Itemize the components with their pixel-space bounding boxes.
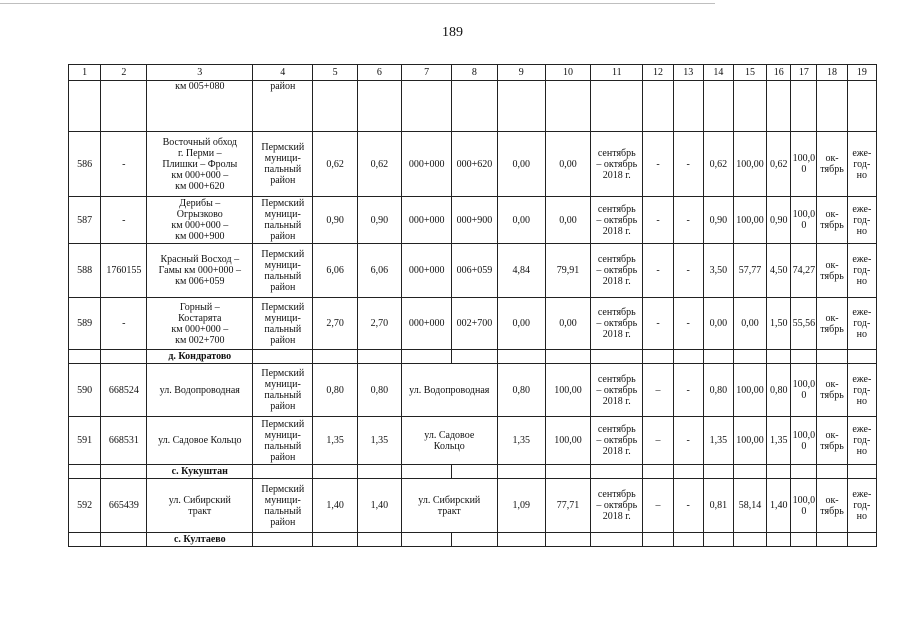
cell-c1: 587 bbox=[69, 197, 101, 244]
cell-c11: сентябрь – октябрь 2018 г. bbox=[591, 479, 643, 533]
cell-c18: 18 bbox=[817, 65, 847, 81]
cell-c8 bbox=[452, 350, 497, 364]
cell-c7: 000+000 bbox=[402, 132, 452, 197]
cell-c16: 0,90 bbox=[767, 197, 791, 244]
cell-c18: ок- тябрь bbox=[817, 298, 847, 350]
cell-c14 bbox=[703, 533, 733, 547]
cell-c1: 586 bbox=[69, 132, 101, 197]
cell-c15 bbox=[733, 81, 766, 132]
cell-c9: 0,00 bbox=[497, 298, 545, 350]
cell-c3: ул. Садовое Кольцо bbox=[147, 417, 253, 465]
cell-c12 bbox=[643, 533, 673, 547]
table-row bbox=[69, 197, 877, 244]
cell-c3: с. Култаево bbox=[147, 533, 253, 547]
cell-c17: 100,0 0 bbox=[791, 197, 817, 244]
table-row bbox=[69, 81, 877, 132]
top-rule bbox=[0, 3, 715, 4]
cell-c12: – bbox=[643, 417, 673, 465]
cell-c16 bbox=[767, 465, 791, 479]
cell-c8: 000+620 bbox=[452, 132, 497, 197]
cell-c3: 3 bbox=[147, 65, 253, 81]
cell-c17: 100,0 0 bbox=[791, 417, 817, 465]
cell-c10: 0,00 bbox=[545, 298, 590, 350]
cell-c13: - bbox=[673, 197, 703, 244]
cell-c5: 0,80 bbox=[313, 364, 357, 417]
cell-c11: сентябрь – октябрь 2018 г. bbox=[591, 298, 643, 350]
cell-c5: 5 bbox=[313, 65, 357, 81]
cell-c16 bbox=[767, 533, 791, 547]
cell-c4: район bbox=[253, 81, 313, 132]
cell-c17: 74,27 bbox=[791, 244, 817, 298]
cell-c14 bbox=[703, 465, 733, 479]
cell-c18: ок- тябрь bbox=[817, 132, 847, 197]
cell-c5: 1,40 bbox=[313, 479, 357, 533]
cell-c15: 57,77 bbox=[733, 244, 766, 298]
cell-c18: ок- тябрь bbox=[817, 417, 847, 465]
cell-c4: Пермский муници- пальный район bbox=[253, 132, 313, 197]
cell-c9 bbox=[497, 350, 545, 364]
cell-c11: сентябрь – октябрь 2018 г. bbox=[591, 197, 643, 244]
cell-c6: 0,90 bbox=[357, 197, 401, 244]
table-row bbox=[69, 244, 877, 298]
cell-c5: 2,70 bbox=[313, 298, 357, 350]
cell-c15: 15 bbox=[733, 65, 766, 81]
cell-c11: сентябрь – октябрь 2018 г. bbox=[591, 132, 643, 197]
cell-c12 bbox=[643, 350, 673, 364]
cell-c2: 668531 bbox=[101, 417, 147, 465]
cell-c5 bbox=[313, 533, 357, 547]
cell-c15: 100,00 bbox=[733, 417, 766, 465]
cell-c4: Пермский муници- пальный район bbox=[253, 244, 313, 298]
cell-c7 bbox=[402, 533, 452, 547]
cell-c13: - bbox=[673, 132, 703, 197]
cell-c5: 0,90 bbox=[313, 197, 357, 244]
section-row bbox=[69, 533, 877, 547]
cell-c8: 000+900 bbox=[452, 197, 497, 244]
cell-c15 bbox=[733, 465, 766, 479]
cell-c5 bbox=[313, 465, 357, 479]
road-table bbox=[68, 64, 877, 547]
cell-c13: - bbox=[673, 244, 703, 298]
cell-c9: 9 bbox=[497, 65, 545, 81]
cell-c1 bbox=[69, 350, 101, 364]
cell-c16: 1,35 bbox=[767, 417, 791, 465]
cell-c8 bbox=[452, 465, 497, 479]
cell-c11 bbox=[591, 350, 643, 364]
cell-c3: Дерибы – Огрызково км 000+000 – км 000+900 bbox=[147, 197, 253, 244]
cell-c7 bbox=[402, 465, 452, 479]
cell-c2: 668524 bbox=[101, 364, 147, 417]
cell-c16: 0,62 bbox=[767, 132, 791, 197]
cell-c9: 0,00 bbox=[497, 132, 545, 197]
cell-c17: 55,56 bbox=[791, 298, 817, 350]
cell-c7 bbox=[402, 350, 452, 364]
cell-c13 bbox=[673, 533, 703, 547]
cell-c17 bbox=[791, 81, 817, 132]
cell-c13 bbox=[673, 350, 703, 364]
cell-c8: 006+059 bbox=[452, 244, 497, 298]
cell-c3: с. Кукуштан bbox=[147, 465, 253, 479]
cell-c11: сентябрь – октябрь 2018 г. bbox=[591, 417, 643, 465]
cell-c17 bbox=[791, 350, 817, 364]
cell-c6 bbox=[357, 465, 401, 479]
cell-c6 bbox=[357, 533, 401, 547]
cell-c7: ул. Сибирский тракт bbox=[402, 479, 498, 533]
cell-c4: 4 bbox=[253, 65, 313, 81]
cell-c13: - bbox=[673, 417, 703, 465]
cell-c6: 2,70 bbox=[357, 298, 401, 350]
cell-c1: 1 bbox=[69, 65, 101, 81]
cell-c19: еже- год- но bbox=[847, 132, 876, 197]
cell-c18 bbox=[817, 81, 847, 132]
cell-c16: 0,80 bbox=[767, 364, 791, 417]
cell-c2 bbox=[101, 465, 147, 479]
cell-c5: 0,62 bbox=[313, 132, 357, 197]
cell-c19 bbox=[847, 350, 876, 364]
cell-c6: 1,40 bbox=[357, 479, 401, 533]
cell-c10: 79,91 bbox=[545, 244, 590, 298]
cell-c9 bbox=[497, 533, 545, 547]
cell-c9 bbox=[497, 465, 545, 479]
table-row bbox=[69, 364, 877, 417]
cell-c12: - bbox=[643, 132, 673, 197]
cell-c14: 3,50 bbox=[703, 244, 733, 298]
cell-c7: 7 bbox=[402, 65, 452, 81]
cell-c1 bbox=[69, 533, 101, 547]
cell-c15 bbox=[733, 533, 766, 547]
cell-c2: 1760155 bbox=[101, 244, 147, 298]
cell-c13: 13 bbox=[673, 65, 703, 81]
cell-c6: 0,80 bbox=[357, 364, 401, 417]
cell-c3: ул. Сибирский тракт bbox=[147, 479, 253, 533]
cell-c9: 1,35 bbox=[497, 417, 545, 465]
cell-c17: 100,0 0 bbox=[791, 364, 817, 417]
cell-c10: 10 bbox=[545, 65, 590, 81]
cell-c2 bbox=[101, 533, 147, 547]
cell-c15: 100,00 bbox=[733, 364, 766, 417]
section-row bbox=[69, 465, 877, 479]
table-row bbox=[69, 417, 877, 465]
cell-c12: – bbox=[643, 364, 673, 417]
cell-c12: - bbox=[643, 197, 673, 244]
cell-c15 bbox=[733, 350, 766, 364]
cell-c8: 8 bbox=[452, 65, 497, 81]
cell-c15: 100,00 bbox=[733, 132, 766, 197]
cell-c10 bbox=[545, 81, 590, 132]
cell-c14: 14 bbox=[703, 65, 733, 81]
cell-c3: Красный Восход – Гамы км 000+000 – км 006+059 bbox=[147, 244, 253, 298]
cell-c7: 000+000 bbox=[402, 244, 452, 298]
cell-c4 bbox=[253, 350, 313, 364]
cell-c5: 6,06 bbox=[313, 244, 357, 298]
cell-c13 bbox=[673, 465, 703, 479]
cell-c11 bbox=[591, 81, 643, 132]
cell-c6: 6 bbox=[357, 65, 401, 81]
cell-c12: - bbox=[643, 244, 673, 298]
cell-c15: 0,00 bbox=[733, 298, 766, 350]
cell-c1 bbox=[69, 81, 101, 132]
cell-c19: еже- год- но bbox=[847, 244, 876, 298]
cell-c18 bbox=[817, 533, 847, 547]
cell-c17: 100,0 0 bbox=[791, 132, 817, 197]
cell-c10: 100,00 bbox=[545, 364, 590, 417]
cell-c4: Пермский муници- пальный район bbox=[253, 298, 313, 350]
table-row bbox=[69, 298, 877, 350]
cell-c3: Горный – Костарята км 000+000 – км 002+700 bbox=[147, 298, 253, 350]
cell-c1: 589 bbox=[69, 298, 101, 350]
cell-c8 bbox=[452, 81, 497, 132]
cell-c5 bbox=[313, 81, 357, 132]
cell-c18: ок- тябрь bbox=[817, 244, 847, 298]
cell-c10 bbox=[545, 350, 590, 364]
cell-c1 bbox=[69, 465, 101, 479]
cell-c16: 16 bbox=[767, 65, 791, 81]
cell-c16 bbox=[767, 81, 791, 132]
cell-c2 bbox=[101, 350, 147, 364]
cell-c9 bbox=[497, 81, 545, 132]
cell-c10 bbox=[545, 533, 590, 547]
cell-c1: 591 bbox=[69, 417, 101, 465]
cell-c6 bbox=[357, 81, 401, 132]
cell-c1: 590 bbox=[69, 364, 101, 417]
page-number: 189 bbox=[442, 25, 463, 40]
cell-c4: Пермский муници- пальный район bbox=[253, 197, 313, 244]
cell-c17 bbox=[791, 533, 817, 547]
cell-c16: 4,50 bbox=[767, 244, 791, 298]
cell-c13 bbox=[673, 81, 703, 132]
cell-c11: 11 bbox=[591, 65, 643, 81]
cell-c14 bbox=[703, 81, 733, 132]
cell-c11: сентябрь – октябрь 2018 г. bbox=[591, 244, 643, 298]
cell-c19: еже- год- но bbox=[847, 364, 876, 417]
cell-c3: ул. Водопроводная bbox=[147, 364, 253, 417]
cell-c19: 19 bbox=[847, 65, 876, 81]
cell-c9: 0,80 bbox=[497, 364, 545, 417]
cell-c10: 77,71 bbox=[545, 479, 590, 533]
cell-c9: 0,00 bbox=[497, 197, 545, 244]
cell-c10 bbox=[545, 465, 590, 479]
cell-c11 bbox=[591, 465, 643, 479]
cell-c10: 0,00 bbox=[545, 197, 590, 244]
cell-c14 bbox=[703, 350, 733, 364]
cell-c4 bbox=[253, 533, 313, 547]
cell-c2 bbox=[101, 81, 147, 132]
cell-c13: - bbox=[673, 298, 703, 350]
cell-c14: 0,00 bbox=[703, 298, 733, 350]
section-row bbox=[69, 350, 877, 364]
cell-c8 bbox=[452, 533, 497, 547]
cell-c17: 100,0 0 bbox=[791, 479, 817, 533]
cell-c5: 1,35 bbox=[313, 417, 357, 465]
table-body bbox=[69, 65, 877, 547]
cell-c18 bbox=[817, 350, 847, 364]
cell-c17 bbox=[791, 465, 817, 479]
cell-c2: - bbox=[101, 132, 147, 197]
cell-c16: 1,40 bbox=[767, 479, 791, 533]
cell-c19 bbox=[847, 533, 876, 547]
cell-c6: 1,35 bbox=[357, 417, 401, 465]
cell-c2: 2 bbox=[101, 65, 147, 81]
cell-c4 bbox=[253, 465, 313, 479]
cell-c3: Восточный обход г. Перми – Плишки – Фролы км 000+000 – км 000+620 bbox=[147, 132, 253, 197]
cell-c7: 000+000 bbox=[402, 298, 452, 350]
cell-c14: 1,35 bbox=[703, 417, 733, 465]
cell-c18 bbox=[817, 465, 847, 479]
cell-c14: 0,81 bbox=[703, 479, 733, 533]
cell-c18: ок- тябрь bbox=[817, 197, 847, 244]
cell-c15: 100,00 bbox=[733, 197, 766, 244]
cell-c5 bbox=[313, 350, 357, 364]
cell-c19: еже- год- но bbox=[847, 298, 876, 350]
cell-c18: ок- тябрь bbox=[817, 479, 847, 533]
cell-c8: 002+700 bbox=[452, 298, 497, 350]
cell-c14: 0,90 bbox=[703, 197, 733, 244]
cell-c14: 0,62 bbox=[703, 132, 733, 197]
cell-c19 bbox=[847, 465, 876, 479]
cell-c4: Пермский муници- пальный район bbox=[253, 364, 313, 417]
cell-c12: – bbox=[643, 479, 673, 533]
cell-c16: 1,50 bbox=[767, 298, 791, 350]
cell-c2: - bbox=[101, 298, 147, 350]
table-row bbox=[69, 132, 877, 197]
cell-c6: 6,06 bbox=[357, 244, 401, 298]
table-row bbox=[69, 479, 877, 533]
cell-c17: 17 bbox=[791, 65, 817, 81]
cell-c1: 588 bbox=[69, 244, 101, 298]
cell-c15: 58,14 bbox=[733, 479, 766, 533]
cell-c9: 1,09 bbox=[497, 479, 545, 533]
cell-c3: км 005+080 bbox=[147, 81, 253, 132]
cell-c7: ул. Водопроводная bbox=[402, 364, 498, 417]
cell-c18: ок- тябрь bbox=[817, 364, 847, 417]
cell-c19: еже- год- но bbox=[847, 417, 876, 465]
header-row bbox=[69, 65, 877, 81]
cell-c7: ул. Садовое Кольцо bbox=[402, 417, 498, 465]
cell-c2: 665439 bbox=[101, 479, 147, 533]
cell-c16 bbox=[767, 350, 791, 364]
cell-c10: 100,00 bbox=[545, 417, 590, 465]
cell-c4: Пермский муници- пальный район bbox=[253, 417, 313, 465]
cell-c6 bbox=[357, 350, 401, 364]
cell-c7 bbox=[402, 81, 452, 132]
cell-c19 bbox=[847, 81, 876, 132]
cell-c14: 0,80 bbox=[703, 364, 733, 417]
cell-c12: - bbox=[643, 298, 673, 350]
cell-c11 bbox=[591, 533, 643, 547]
cell-c2: - bbox=[101, 197, 147, 244]
cell-c12 bbox=[643, 81, 673, 132]
cell-c9: 4,84 bbox=[497, 244, 545, 298]
cell-c3: д. Кондратово bbox=[147, 350, 253, 364]
cell-c12 bbox=[643, 465, 673, 479]
cell-c10: 0,00 bbox=[545, 132, 590, 197]
cell-c19: еже- год- но bbox=[847, 479, 876, 533]
cell-c4: Пермский муници- пальный район bbox=[253, 479, 313, 533]
cell-c12: 12 bbox=[643, 65, 673, 81]
cell-c11: сентябрь – октябрь 2018 г. bbox=[591, 364, 643, 417]
cell-c6: 0,62 bbox=[357, 132, 401, 197]
cell-c13: - bbox=[673, 364, 703, 417]
cell-c7: 000+000 bbox=[402, 197, 452, 244]
cell-c19: еже- год- но bbox=[847, 197, 876, 244]
cell-c13: - bbox=[673, 479, 703, 533]
cell-c1: 592 bbox=[69, 479, 101, 533]
